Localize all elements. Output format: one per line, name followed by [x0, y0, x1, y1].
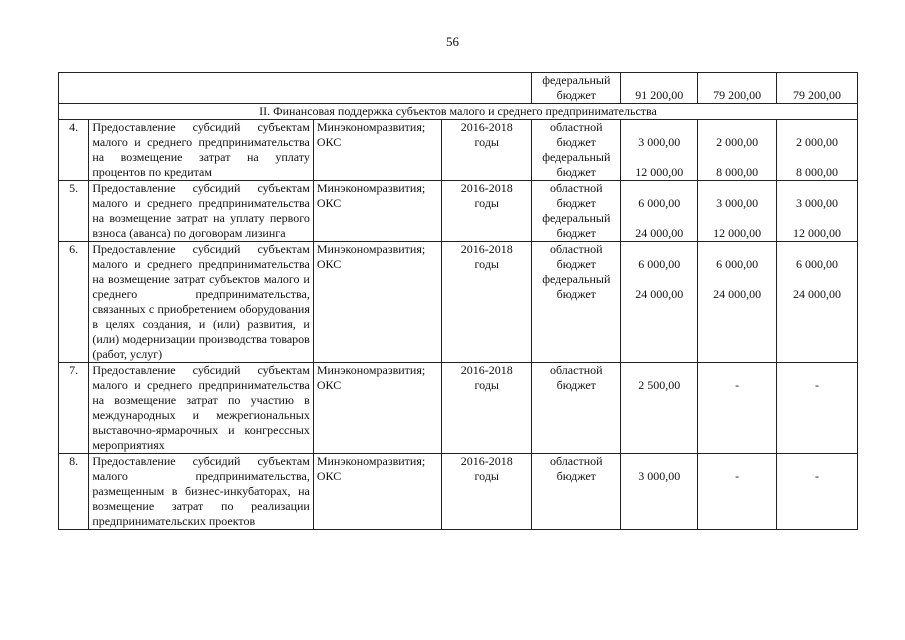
row-period: 2016-2018 годы — [442, 242, 532, 363]
row-amount-2016: 3 000,00 12 000,00 — [621, 120, 698, 181]
page-number: 56 — [446, 34, 459, 49]
top-row-2016: 91 200,00 — [621, 73, 698, 104]
row-period: 2016-2018 годы — [442, 363, 532, 454]
row-sources: областной бюджет — [532, 363, 621, 454]
row-sources: областной бюджет — [532, 454, 621, 530]
row-executor: Минэкономразвития; ОКС — [313, 181, 441, 242]
row-sources: областной бюджет федеральный бюджет — [532, 181, 621, 242]
row-amount-2017: 6 000,00 24 000,00 — [698, 242, 777, 363]
row-number: 6. — [59, 242, 89, 363]
row-amount-2017: 3 000,00 12 000,00 — [698, 181, 777, 242]
top-row — [59, 73, 858, 104]
top-row-source: федеральный бюджет — [532, 73, 621, 104]
table-row — [59, 454, 858, 530]
table-row — [59, 363, 858, 454]
row-description: Предоставление субсидий субъектам малого и среднего предпринимательства на возмещение затрат субъектов малого и среднего предпринимательства, связанных с приобретением оборудования в целях создания, и (или) развития, и (или) модернизации производства товаров (работ, услуг) — [89, 242, 314, 363]
section-row — [59, 104, 858, 120]
row-amount-2018: 2 000,00 8 000,00 — [777, 120, 858, 181]
row-amount-2018: - — [777, 363, 858, 454]
table-row — [59, 242, 858, 363]
row-description: Предоставление субсидий субъектам малого и среднего предпринимательства на возмещение затрат по участию в международных и межрегиональных выставочно-ярмарочных и конгрессных мероприятиях — [89, 363, 314, 454]
row-amount-2016: 6 000,00 24 000,00 — [621, 242, 698, 363]
row-period: 2016-2018 годы — [442, 454, 532, 530]
row-number: 8. — [59, 454, 89, 530]
row-amount-2018: 6 000,00 24 000,00 — [777, 242, 858, 363]
row-executor: Минэкономразвития; ОКС — [313, 120, 441, 181]
section-title: II. Финансовая поддержка субъектов малого и среднего предпринимательства — [59, 104, 858, 120]
row-number: 7. — [59, 363, 89, 454]
row-amount-2018: 3 000,00 12 000,00 — [777, 181, 858, 242]
row-executor: Минэкономразвития; ОКС — [313, 454, 441, 530]
row-description: Предоставление субсидий субъектам малого предпринимательства, размещенным в бизнес-инкубаторах, на возмещение затрат по реализации предпринимательских проектов — [89, 454, 314, 530]
row-description: Предоставление субсидий субъектам малого и среднего предпринимательства на возмещение затрат на уплату первого взноса (аванса) по договорам лизинга — [89, 181, 314, 242]
row-amount-2017: - — [698, 363, 777, 454]
row-amount-2016: 6 000,00 24 000,00 — [621, 181, 698, 242]
row-amount-2016: 2 500,00 — [621, 363, 698, 454]
top-row-empty — [59, 73, 532, 104]
row-period: 2016-2018 годы — [442, 120, 532, 181]
row-period: 2016-2018 годы — [442, 181, 532, 242]
row-executor: Минэкономразвития; ОКС — [313, 363, 441, 454]
row-amount-2018: - — [777, 454, 858, 530]
row-sources: областной бюджет федеральный бюджет — [532, 120, 621, 181]
row-executor: Минэкономразвития; ОКС — [313, 242, 441, 363]
table-row — [59, 120, 858, 181]
row-sources: областной бюджет федеральный бюджет — [532, 242, 621, 363]
row-amount-2017: 2 000,00 8 000,00 — [698, 120, 777, 181]
row-amount-2017: - — [698, 454, 777, 530]
row-number: 5. — [59, 181, 89, 242]
top-row-2017: 79 200,00 — [698, 73, 777, 104]
table-row — [59, 181, 858, 242]
row-description: Предоставление субсидий субъектам малого и среднего предпринимательства на возмещение затрат на уплату процентов по кредитам — [89, 120, 314, 181]
row-number: 4. — [59, 120, 89, 181]
top-row-2018: 79 200,00 — [777, 73, 858, 104]
row-amount-2016: 3 000,00 — [621, 454, 698, 530]
budget-table — [58, 72, 858, 530]
